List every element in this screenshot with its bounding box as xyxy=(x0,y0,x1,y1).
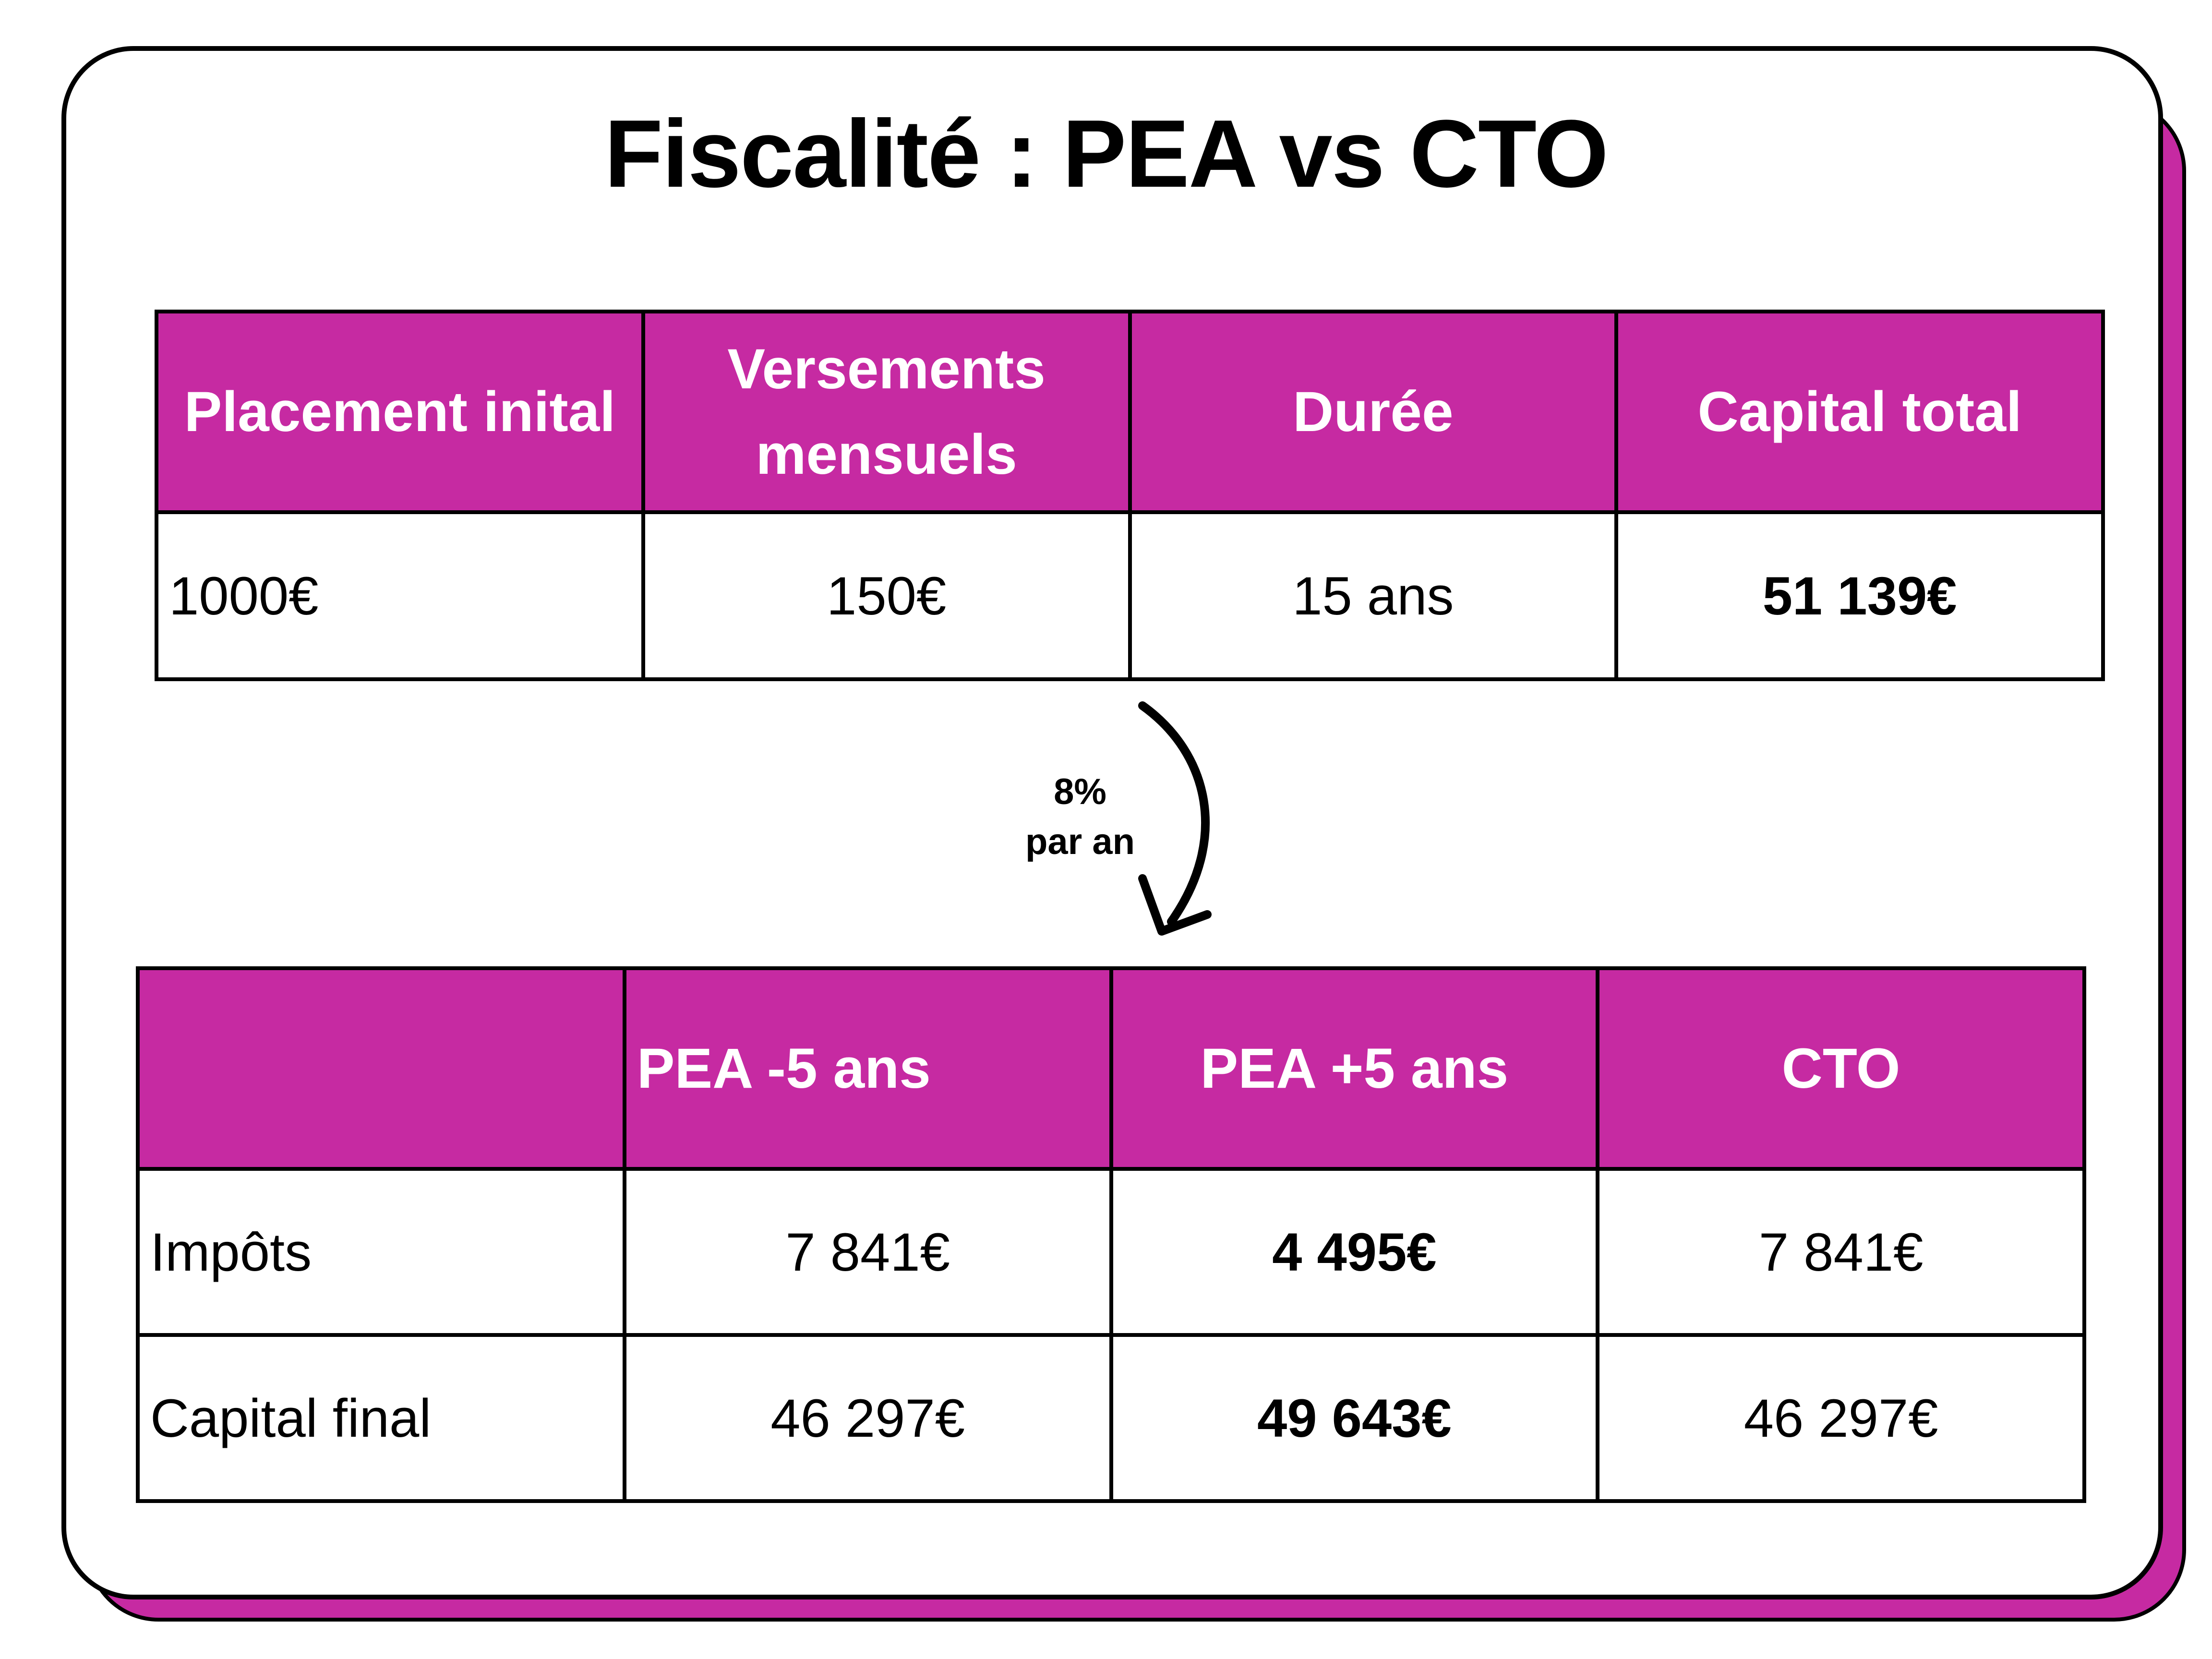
table-header-row xyxy=(156,312,2103,512)
header-placement-initial: Placement inital xyxy=(156,312,643,512)
page-title: Fiscalité : PEA vs CTO xyxy=(604,100,1608,207)
rate-value: 8% xyxy=(1054,771,1106,812)
table-row xyxy=(138,1169,2084,1335)
table-row xyxy=(138,1335,2084,1501)
tax-comparison-table xyxy=(136,966,2086,1503)
header-cto: CTO xyxy=(1598,968,2084,1169)
rate-period: par an xyxy=(1025,821,1135,862)
cell-duree: 15 ans xyxy=(1130,512,1617,679)
cell-impots-pea-moins-5: 7 841€ xyxy=(625,1169,1111,1335)
cell-capital-cto: 46 297€ xyxy=(1598,1335,2084,1501)
cell-impots-cto: 7 841€ xyxy=(1598,1169,2084,1335)
header-pea-plus-5-ans: PEA +5 ans xyxy=(1111,968,1598,1169)
header-duree: Durée xyxy=(1130,312,1617,512)
cell-capital-pea-moins-5: 46 297€ xyxy=(625,1335,1111,1501)
curved-down-arrow-icon xyxy=(1118,696,1234,946)
table-header-row xyxy=(138,968,2084,1169)
cell-placement-initial: 1000€ xyxy=(156,512,643,679)
table-row xyxy=(156,512,2103,679)
header-versements-mensuels: Versements mensuels xyxy=(643,312,1130,512)
header-pea-moins-5-ans: PEA -5 ans xyxy=(625,968,1111,1169)
row-label-impots: Impôts xyxy=(138,1169,625,1335)
cell-impots-pea-plus-5: 4 495€ xyxy=(1111,1169,1598,1335)
cell-capital-total: 51 139€ xyxy=(1616,512,2103,679)
header-empty xyxy=(138,968,625,1169)
header-capital-total: Capital total xyxy=(1616,312,2103,512)
cell-capital-pea-plus-5: 49 643€ xyxy=(1111,1335,1598,1501)
investment-summary-table xyxy=(155,310,2105,681)
cell-versements-mensuels: 150€ xyxy=(643,512,1130,679)
row-label-capital-final: Capital final xyxy=(138,1335,625,1501)
